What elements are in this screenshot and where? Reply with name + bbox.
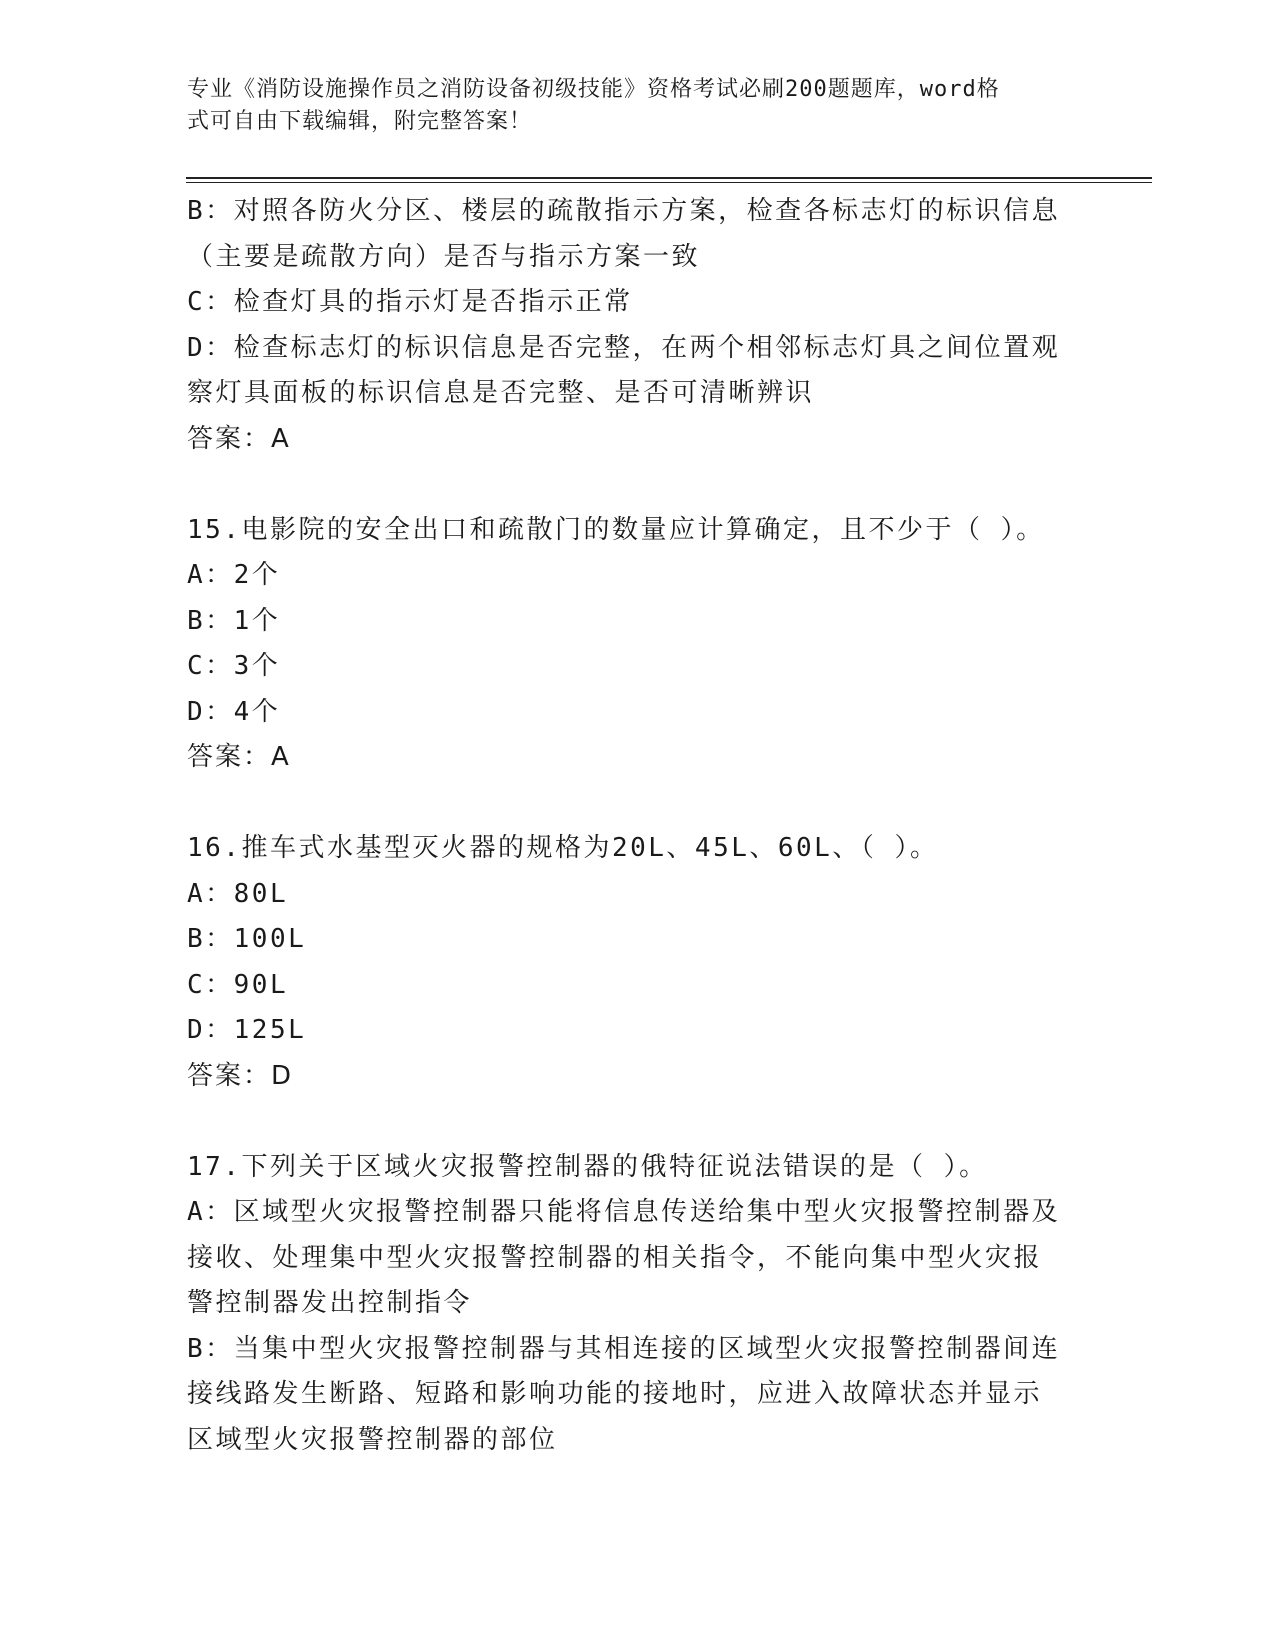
spacer	[187, 1099, 1087, 1145]
spacer	[187, 462, 1087, 508]
q17-option-b-line-2: 接线路发生断路、短路和影响功能的接地时，应进入故障状态并显示	[187, 1379, 1043, 1409]
header-rule-thin	[186, 182, 1152, 183]
spacer	[187, 781, 1087, 827]
q15-option-a: A：2个	[187, 560, 281, 590]
q16-option-b: B：100L	[187, 924, 307, 954]
q14-answer: 答案：A	[187, 423, 291, 454]
q17-option-b-line-3: 区域型火灾报警控制器的部位	[187, 1424, 558, 1455]
q17-option-a-line-3: 警控制器发出控制指令	[187, 1288, 473, 1318]
q14-option-c: C：检查灯具的指示灯是否指示正常	[187, 287, 633, 317]
q16-question: 16.推车式水基型灭火器的规格为20L、45L、60L、（ ）。	[187, 833, 939, 863]
q15-option-d: D：4个	[187, 696, 281, 727]
q16-option-d: D：125L	[187, 1015, 307, 1045]
q16-option-c: C：90L	[187, 969, 289, 1000]
document-header	[187, 74, 1067, 138]
header-rule-thick	[186, 177, 1152, 179]
header-line-1: 专业《消防设施操作员之消防设备初级技能》资格考试必刷200题题库，word格	[187, 77, 1000, 102]
q17-option-b-line-1: B：当集中型火灾报警控制器与其相连接的区域型火灾报警控制器间连	[187, 1333, 1061, 1364]
q16-option-a: A：80L	[187, 878, 289, 909]
q15-option-b: B：1个	[187, 605, 281, 636]
q14-option-d-line-1: D：检查标志灯的标识信息是否完整，在两个相邻标志灯具之间位置观	[187, 332, 1061, 363]
q14-option-b-line-2: （主要是疏散方向）是否与指示方案一致	[187, 241, 701, 272]
q14-option-d-line-2: 察灯具面板的标识信息是否完整、是否可清晰辨识	[187, 378, 815, 408]
q15-question: 15.电影院的安全出口和疏散门的数量应计算确定，且不少于（ ）。	[187, 514, 1045, 545]
q17-option-a-line-1: A：区域型火灾报警控制器只能将信息传送给集中型火灾报警控制器及	[187, 1197, 1061, 1227]
q15-option-c: C：3个	[187, 651, 281, 681]
q17-question: 17.下列关于区域火灾报警控制器的俄特征说法错误的是（ ）。	[187, 1151, 988, 1182]
question-content	[187, 189, 1087, 1463]
q14-option-b-line-1: B：对照各防火分区、楼层的疏散指示方案，检查各标志灯的标识信息	[187, 196, 1061, 226]
q17-option-a-line-2: 接收、处理集中型火灾报警控制器的相关指令，不能向集中型火灾报	[187, 1242, 1043, 1273]
q16-answer: 答案：D	[187, 1060, 294, 1091]
header-line-2: 式可自由下载编辑，附完整答案！	[187, 109, 533, 134]
q15-answer: 答案：A	[187, 742, 291, 772]
